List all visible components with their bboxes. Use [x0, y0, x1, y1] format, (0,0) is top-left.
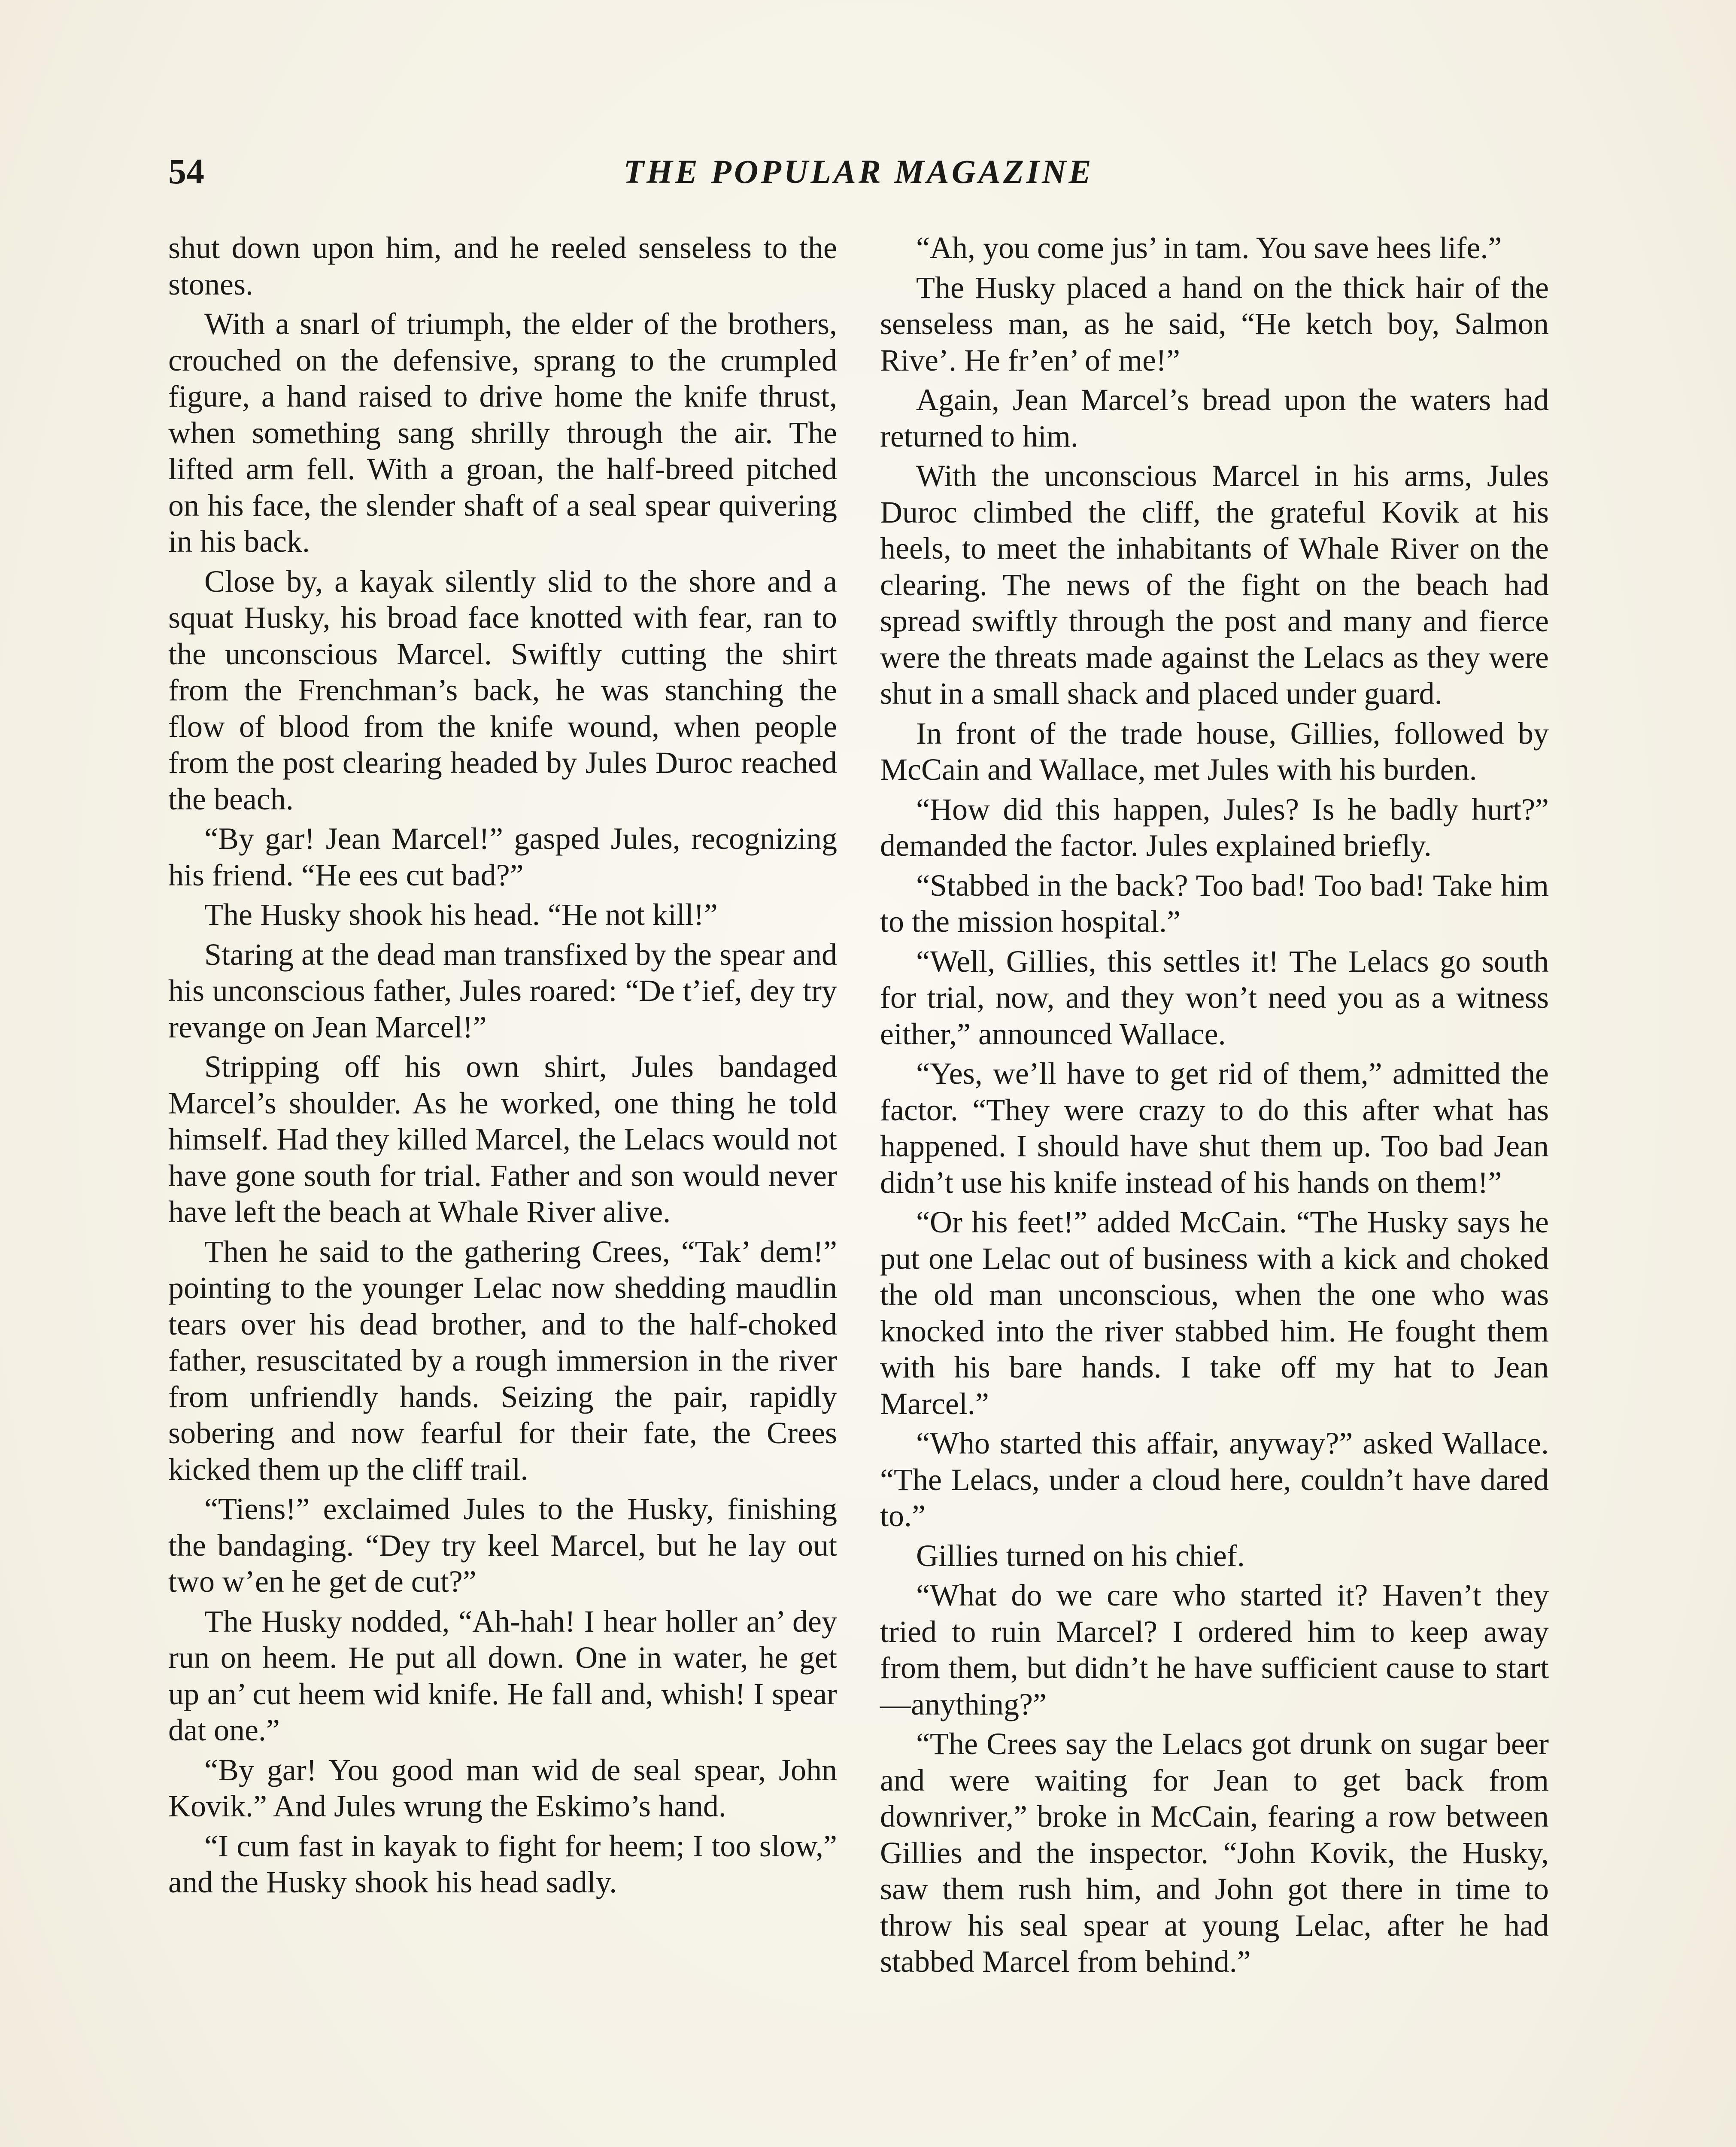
paragraph: The Husky nodded, “Ah-hah! I hear holler an’ dey run on heem. He put all down. One in water, he get up an’ cut heem wid knife. He fall and, whish! I spear dat one.” — [168, 1604, 837, 1747]
paragraph: The Husky placed a hand on the thick hair of the senseless man, as he said, “He ketch boy, Salmon Rive’. He fr’en’ of me!” — [880, 270, 1549, 377]
paragraph: “Tiens!” exclaimed Jules to the Husky, finishing the bandaging. “Dey try keel Marcel, but he lay out two w’en he get de cut?” — [168, 1492, 837, 1599]
paragraph: Staring at the dead man transfixed by the spear and his unconscious father, Jules roared: “De t’ief, dey try revange on Jean Marcel!” — [168, 937, 837, 1044]
paragraph: Close by, a kayak silently slid to the shore and a squat Husky, his broad face knotted with fear, ran to the unconscious Marcel. Swiftly cutting the shirt from the Frenchman’s back, he was stanching the flow of blood from the knife wound, when people from the post clearing headed by Jules Duroc reached the beach. — [168, 564, 837, 816]
paragraph: Again, Jean Marcel’s bread upon the waters had returned to him. — [880, 383, 1549, 453]
paragraph: “Or his feet!” added McCain. “The Husky says he put one Lelac out of business with a kick and choked the old man unconscious, when the one who was knocked into the river stabbed him. He fought them with his bare hands. I take off my hat to Jean Marcel.” — [880, 1205, 1549, 1421]
paragraph: “What do we care who started it? Haven’t they tried to ruin Marcel? I ordered him to keep away from them, but didn’t he have sufficient cause to start—anything?” — [880, 1578, 1549, 1721]
page-header — [168, 146, 1549, 198]
paragraph: Then he said to the gathering Crees, “Tak’ dem!” pointing to the younger Lelac now shedding maudlin tears over his dead brother, and to the half-choked father, resuscitated by a rough immersion in the river from unfriendly hands. Seizing the pair, rapidly sobering and now fearful for their fate, the Crees kicked them up the cliff trail. — [168, 1234, 837, 1487]
paragraph: The Husky shook his head. “He not kill!” — [204, 897, 718, 932]
running-title: THE POPULAR MAGAZINE — [623, 153, 1094, 190]
paragraph: “The Crees say the Lelacs got drunk on sugar beer and were waiting for Jean to get back from downriver,” broke in McCain, fearing a row between Gillies and the inspector. “John Kovik, the Husky, saw them rush him, and John got there in time to throw his seal spear at young Lelac, after he had stabbed Marcel from behind.” — [880, 1727, 1549, 1979]
paragraph: “By gar! Jean Marcel!” gasped Jules, recognizing his friend. “He ees cut bad?” — [168, 821, 837, 892]
right-column — [880, 230, 1549, 1983]
paragraph: “By gar! You good man wid de seal spear, John Kovik.” And Jules wrung the Eskimo’s hand. — [168, 1752, 837, 1823]
paragraph: Stripping off his own shirt, Jules bandaged Marcel’s shoulder. As he worked, one thing he told himself. Had they killed Marcel, the Lelacs would not have gone south for trial. Father and son would never have left the beach at Whale River alive. — [168, 1049, 837, 1229]
paragraph: With the unconscious Marcel in his arms, Jules Duroc climbed the cliff, the grateful Kovik at his heels, to meet the inhabitants of Whale River on the clearing. The news of the fight on the beach had spread swiftly through the post and many and fierce were the threats made against the Lelacs as they were shut in a small shack and placed under guard. — [880, 459, 1549, 711]
paragraph: With a snarl of triumph, the elder of the brothers, crouched on the defensive, sprang to the crumpled figure, a hand raised to drive home the knife thrust, when something sang shrilly through the air. The lifted arm fell. With a groan, the half-breed pitched on his face, the slender shaft of a seal spear quivering in his back. — [168, 307, 837, 559]
paragraph: “How did this happen, Jules? Is he badly hurt?” demanded the factor. Jules explained briefly. — [880, 792, 1549, 863]
paragraph: “Who started this affair, anyway?” asked Wallace. “The Lelacs, under a cloud here, couldn’t have dared to.” — [880, 1426, 1549, 1533]
paragraph: “Yes, we’ll have to get rid of them,” admitted the factor. “They were crazy to do this after what has happened. I should have shut them up. Too bad Jean didn’t use his knife instead of his hands on them!” — [880, 1056, 1549, 1200]
page-number: 54 — [168, 152, 204, 192]
paragraph: In front of the trade house, Gillies, followed by McCain and Wallace, met Jules with his burden. — [880, 716, 1549, 787]
paragraph: “I cum fast in kayak to fight for heem; I too slow,” and the Husky shook his head sadly. — [168, 1828, 837, 1899]
left-column — [168, 230, 837, 1904]
paragraph: “Well, Gillies, this settles it! The Lelacs go south for trial, now, and they won’t need you as a witness either,” announced Wallace. — [880, 944, 1549, 1051]
paragraph: “Ah, you come jus’ in tam. You save hees life.” — [916, 231, 1502, 265]
paragraph: shut down upon him, and he reeled senseless to the stones. — [168, 231, 837, 301]
paragraph: Gillies turned on his chief. — [916, 1538, 1245, 1573]
paragraph: “Stabbed in the back? Too bad! Too bad! Take him to the mission hospital.” — [880, 868, 1549, 939]
